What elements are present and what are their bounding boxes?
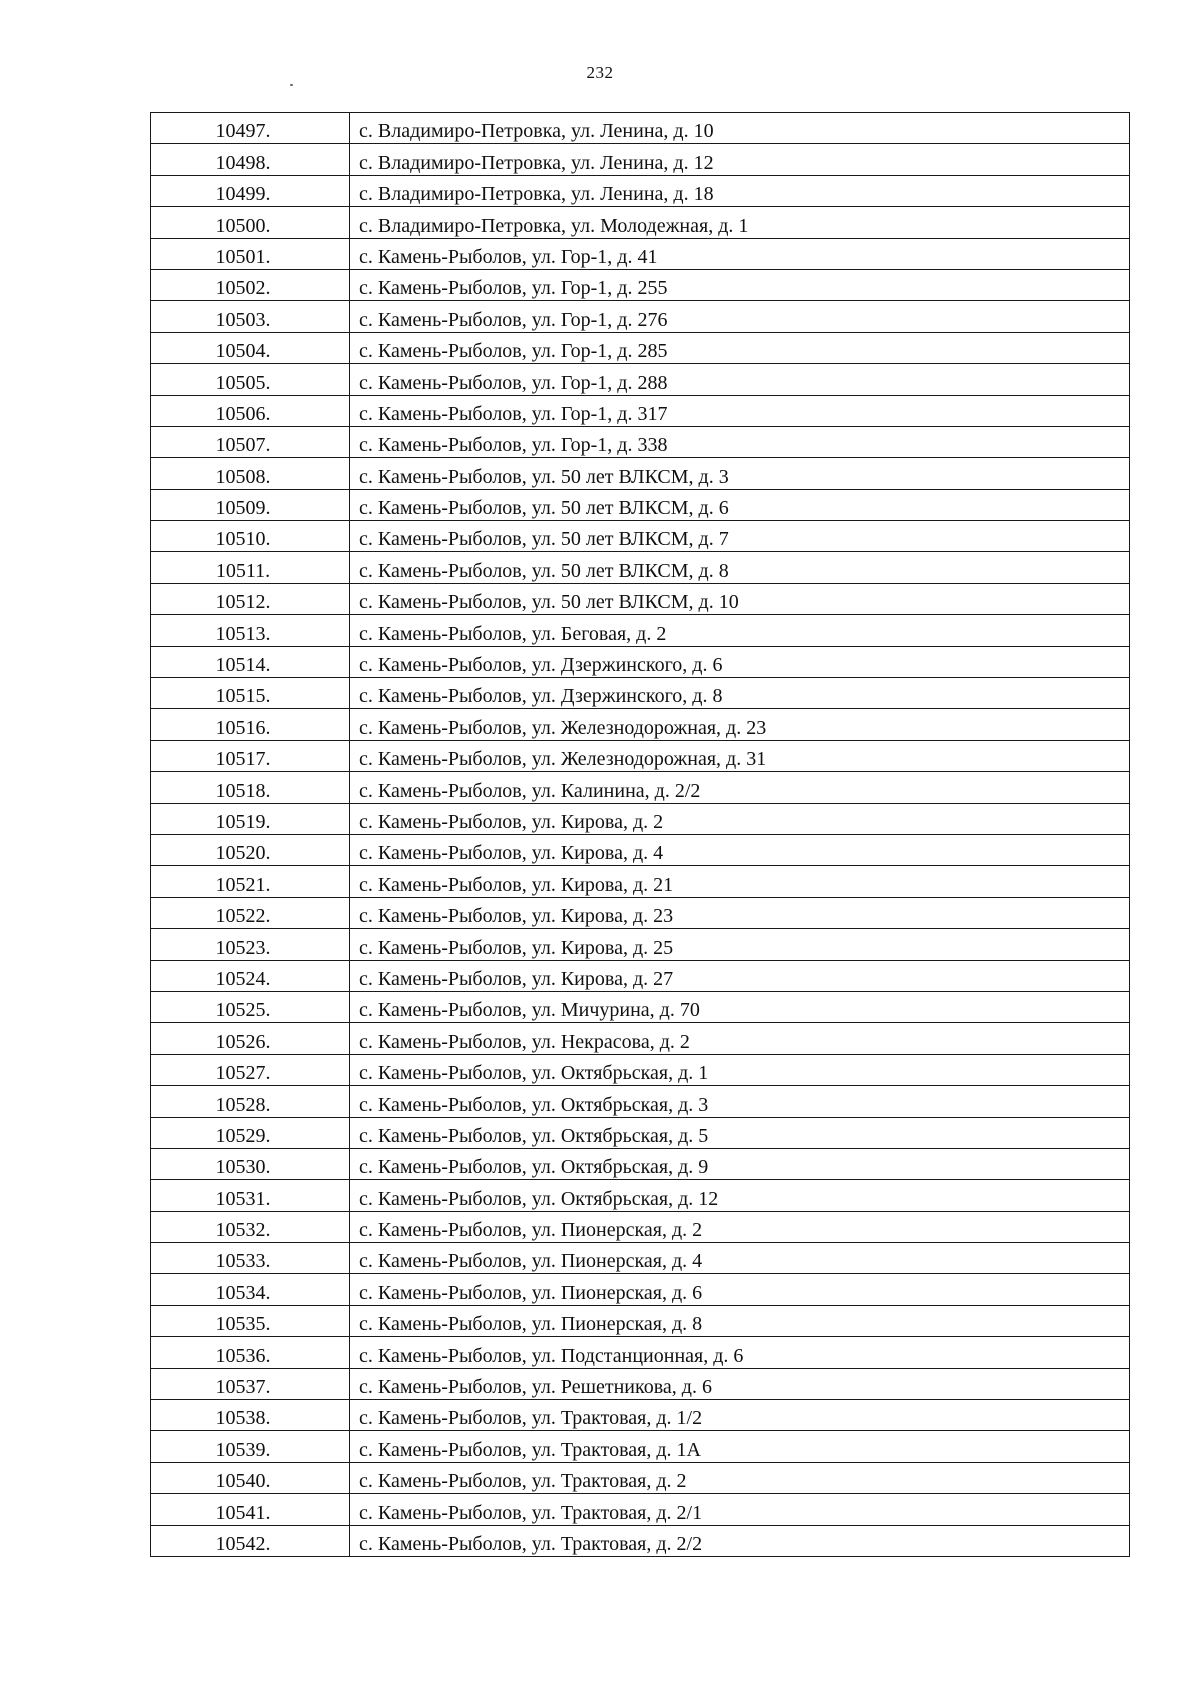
address-table	[150, 112, 1130, 1557]
address-cell: с. Камень-Рыболов, ул. Трактовая, д. 2/1	[350, 1494, 1130, 1525]
table-row	[151, 207, 1130, 238]
row-number-cell: 10501.	[151, 238, 350, 269]
row-number-cell: 10515.	[151, 678, 350, 709]
address-cell: с. Камень-Рыболов, ул. 50 лет ВЛКСМ, д. 10	[350, 583, 1130, 614]
address-cell: с. Камень-Рыболов, ул. Октябрьская, д. 5	[350, 1117, 1130, 1148]
address-cell: с. Камень-Рыболов, ул. Подстанционная, д. 6	[350, 1337, 1130, 1368]
address-cell: с. Камень-Рыболов, ул. Кирова, д. 23	[350, 897, 1130, 928]
row-number-cell: 10528.	[151, 1086, 350, 1117]
table-row	[151, 583, 1130, 614]
row-number-cell: 10533.	[151, 1243, 350, 1274]
row-number-cell: 10532.	[151, 1211, 350, 1242]
address-cell: с. Камень-Рыболов, ул. Трактовая, д. 1А	[350, 1431, 1130, 1462]
address-cell: с. Камень-Рыболов, ул. Октябрьская, д. 12	[350, 1180, 1130, 1211]
row-number-cell: 10507.	[151, 426, 350, 457]
row-number-cell: 10524.	[151, 960, 350, 991]
row-number-cell: 10516.	[151, 709, 350, 740]
row-number-cell: 10510.	[151, 521, 350, 552]
address-cell: с. Камень-Рыболов, ул. Гор-1, д. 285	[350, 332, 1130, 363]
table-row	[151, 678, 1130, 709]
row-number-cell: 10526.	[151, 1023, 350, 1054]
row-number-cell: 10511.	[151, 552, 350, 583]
row-number-cell: 10502.	[151, 269, 350, 300]
table-row	[151, 301, 1130, 332]
row-number-cell: 10521.	[151, 866, 350, 897]
address-cell: с. Владимиро-Петровка, ул. Ленина, д. 18	[350, 175, 1130, 206]
row-number-cell: 10525.	[151, 991, 350, 1022]
table-row	[151, 1400, 1130, 1431]
row-number-cell: 10519.	[151, 803, 350, 834]
address-cell: с. Камень-Рыболов, ул. Гор-1, д. 317	[350, 395, 1130, 426]
table-row	[151, 740, 1130, 771]
address-cell: с. Камень-Рыболов, ул. Пионерская, д. 4	[350, 1243, 1130, 1274]
address-table-body	[151, 113, 1130, 1557]
row-number-cell: 10514.	[151, 646, 350, 677]
row-number-cell: 10541.	[151, 1494, 350, 1525]
row-number-cell: 10523.	[151, 929, 350, 960]
row-number-cell: 10538.	[151, 1400, 350, 1431]
table-row	[151, 144, 1130, 175]
address-cell: с. Владимиро-Петровка, ул. Ленина, д. 10	[350, 113, 1130, 144]
row-number-cell: 10506.	[151, 395, 350, 426]
row-number-cell: 10503.	[151, 301, 350, 332]
address-cell: с. Камень-Рыболов, ул. Гор-1, д. 255	[350, 269, 1130, 300]
address-cell: с. Камень-Рыболов, ул. Трактовая, д. 1/2	[350, 1400, 1130, 1431]
address-cell: с. Камень-Рыболов, ул. Гор-1, д. 338	[350, 426, 1130, 457]
address-cell: с. Камень-Рыболов, ул. Беговая, д. 2	[350, 615, 1130, 646]
table-row	[151, 521, 1130, 552]
row-number-cell: 10498.	[151, 144, 350, 175]
row-number-cell: 10540.	[151, 1462, 350, 1493]
table-row	[151, 1525, 1130, 1556]
table-row	[151, 646, 1130, 677]
address-cell: с. Камень-Рыболов, ул. Пионерская, д. 8	[350, 1305, 1130, 1336]
table-row	[151, 960, 1130, 991]
address-cell: с. Камень-Рыболов, ул. Решетникова, д. 6	[350, 1368, 1130, 1399]
table-row	[151, 1274, 1130, 1305]
table-row	[151, 332, 1130, 363]
row-number-cell: 10513.	[151, 615, 350, 646]
address-cell: с. Камень-Рыболов, ул. Кирова, д. 25	[350, 929, 1130, 960]
address-cell: с. Камень-Рыболов, ул. Кирова, д. 4	[350, 834, 1130, 865]
row-number-cell: 10530.	[151, 1148, 350, 1179]
table-row	[151, 1305, 1130, 1336]
table-row	[151, 175, 1130, 206]
table-row	[151, 772, 1130, 803]
row-number-cell: 10542.	[151, 1525, 350, 1556]
row-number-cell: 10517.	[151, 740, 350, 771]
table-row	[151, 1086, 1130, 1117]
row-number-cell: 10500.	[151, 207, 350, 238]
table-row	[151, 1148, 1130, 1179]
address-cell: с. Камень-Рыболов, ул. Гор-1, д. 288	[350, 364, 1130, 395]
address-cell: с. Камень-Рыболов, ул. Железнодорожная, д. 31	[350, 740, 1130, 771]
address-cell: с. Камень-Рыболов, ул. Трактовая, д. 2	[350, 1462, 1130, 1493]
table-row	[151, 803, 1130, 834]
table-row	[151, 1337, 1130, 1368]
address-cell: с. Камень-Рыболов, ул. Октябрьская, д. 1	[350, 1054, 1130, 1085]
table-row	[151, 709, 1130, 740]
row-number-cell: 10537.	[151, 1368, 350, 1399]
table-row	[151, 1243, 1130, 1274]
table-row	[151, 1462, 1130, 1493]
address-cell: с. Камень-Рыболов, ул. Железнодорожная, д. 23	[350, 709, 1130, 740]
address-cell: с. Камень-Рыболов, ул. Дзержинского, д. 6	[350, 646, 1130, 677]
row-number-cell: 10497.	[151, 113, 350, 144]
address-cell: с. Камень-Рыболов, ул. Калинина, д. 2/2	[350, 772, 1130, 803]
address-cell: с. Камень-Рыболов, ул. Кирова, д. 27	[350, 960, 1130, 991]
address-cell: с. Камень-Рыболов, ул. 50 лет ВЛКСМ, д. 3	[350, 458, 1130, 489]
address-cell: с. Камень-Рыболов, ул. Пионерская, д. 2	[350, 1211, 1130, 1242]
table-row	[151, 1494, 1130, 1525]
table-row	[151, 1431, 1130, 1462]
row-number-cell: 10504.	[151, 332, 350, 363]
table-row	[151, 113, 1130, 144]
address-cell: с. Камень-Рыболов, ул. Мичурина, д. 70	[350, 991, 1130, 1022]
row-number-cell: 10539.	[151, 1431, 350, 1462]
address-cell: с. Владимиро-Петровка, ул. Молодежная, д. 1	[350, 207, 1130, 238]
address-cell: с. Камень-Рыболов, ул. Кирова, д. 21	[350, 866, 1130, 897]
address-cell: с. Камень-Рыболов, ул. Октябрьская, д. 3	[350, 1086, 1130, 1117]
table-row	[151, 364, 1130, 395]
table-row	[151, 269, 1130, 300]
table-row	[151, 1368, 1130, 1399]
address-cell: с. Камень-Рыболов, ул. Пионерская, д. 6	[350, 1274, 1130, 1305]
row-number-cell: 10505.	[151, 364, 350, 395]
address-cell: с. Владимиро-Петровка, ул. Ленина, д. 12	[350, 144, 1130, 175]
address-cell: с. Камень-Рыболов, ул. Трактовая, д. 2/2	[350, 1525, 1130, 1556]
address-cell: с. Камень-Рыболов, ул. Дзержинского, д. 8	[350, 678, 1130, 709]
page-number: 232	[586, 63, 614, 82]
table-row	[151, 1117, 1130, 1148]
address-cell: с. Камень-Рыболов, ул. 50 лет ВЛКСМ, д. 7	[350, 521, 1130, 552]
address-cell: с. Камень-Рыболов, ул. Некрасова, д. 2	[350, 1023, 1130, 1054]
row-number-cell: 10520.	[151, 834, 350, 865]
address-cell: с. Камень-Рыболов, ул. 50 лет ВЛКСМ, д. 8	[350, 552, 1130, 583]
table-row	[151, 1180, 1130, 1211]
table-row	[151, 866, 1130, 897]
address-cell: с. Камень-Рыболов, ул. Кирова, д. 2	[350, 803, 1130, 834]
table-row	[151, 991, 1130, 1022]
row-number-cell: 10531.	[151, 1180, 350, 1211]
row-number-cell: 10534.	[151, 1274, 350, 1305]
row-number-cell: 10518.	[151, 772, 350, 803]
row-number-cell: 10529.	[151, 1117, 350, 1148]
row-number-cell: 10512.	[151, 583, 350, 614]
row-number-cell: 10536.	[151, 1337, 350, 1368]
row-number-cell: 10508.	[151, 458, 350, 489]
table-row	[151, 834, 1130, 865]
table-row	[151, 1054, 1130, 1085]
row-number-cell: 10522.	[151, 897, 350, 928]
table-row	[151, 458, 1130, 489]
table-row	[151, 489, 1130, 520]
address-cell: с. Камень-Рыболов, ул. Гор-1, д. 276	[350, 301, 1130, 332]
scan-speck	[290, 84, 293, 86]
table-row	[151, 615, 1130, 646]
row-number-cell: 10509.	[151, 489, 350, 520]
address-cell: с. Камень-Рыболов, ул. Гор-1, д. 41	[350, 238, 1130, 269]
table-row	[151, 897, 1130, 928]
address-cell: с. Камень-Рыболов, ул. Октябрьская, д. 9	[350, 1148, 1130, 1179]
table-row	[151, 1211, 1130, 1242]
table-row	[151, 238, 1130, 269]
table-row	[151, 395, 1130, 426]
table-row	[151, 426, 1130, 457]
table-row	[151, 552, 1130, 583]
table-row	[151, 1023, 1130, 1054]
row-number-cell: 10499.	[151, 175, 350, 206]
row-number-cell: 10527.	[151, 1054, 350, 1085]
table-row	[151, 929, 1130, 960]
address-cell: с. Камень-Рыболов, ул. 50 лет ВЛКСМ, д. 6	[350, 489, 1130, 520]
row-number-cell: 10535.	[151, 1305, 350, 1336]
